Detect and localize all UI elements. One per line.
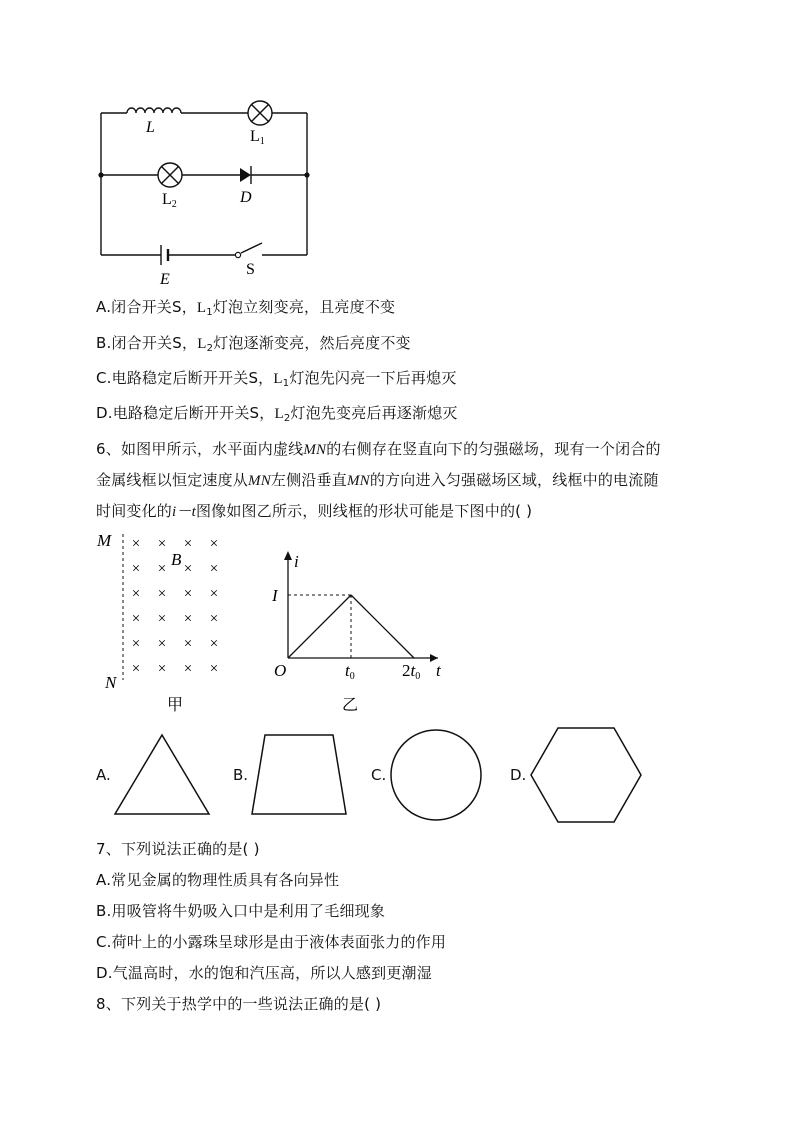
- shape-option-c-circle: [388, 727, 484, 823]
- q5-option-c: C.电路稳定后断开开关S，$L_1$灯泡先闪亮一下后再熄灭: [96, 369, 457, 389]
- inductor-label: L: [146, 119, 155, 136]
- field-cross-mark: ×: [183, 661, 193, 677]
- field-cross-mark: ×: [209, 636, 219, 652]
- q8-stem: 8、下列关于热学中的一些说法正确的是( ): [96, 995, 382, 1013]
- field-cross-mark: ×: [157, 611, 167, 627]
- current-rising-line: [288, 595, 351, 658]
- field-cross-mark: ×: [157, 636, 167, 652]
- current-falling-line: [351, 595, 414, 658]
- q5-option-b: B.闭合开关S，$L_2$灯泡逐渐变亮，然后亮度不变: [96, 334, 411, 354]
- q7-option-c: C.荷叶上的小露珠呈球形是由于液体表面张力的作用: [96, 933, 447, 951]
- shape-option-a-label: A.: [96, 766, 111, 784]
- field-cross-mark: ×: [183, 611, 193, 627]
- field-cross-mark: ×: [209, 661, 219, 677]
- shape-option-b-label: B.: [233, 766, 249, 784]
- tick-2t0-label: 2t0: [402, 661, 421, 682]
- field-cross-mark: ×: [131, 536, 141, 552]
- field-cross-mark: ×: [131, 586, 141, 602]
- q6-stem-line1: 6、如图甲所示，水平面内虚线MN的右侧存在竖直向下的匀强磁场，现有一个闭合的: [96, 440, 661, 458]
- line-N-label: N: [105, 673, 117, 692]
- field-cross-mark: ×: [157, 661, 167, 677]
- field-cross-mark: ×: [209, 611, 219, 627]
- peak-I-label: I: [272, 586, 278, 605]
- field-cross-mark: ×: [183, 561, 193, 577]
- field-B-label: B: [171, 550, 182, 569]
- line-M-label: M: [97, 531, 112, 550]
- field-cross-mark: ×: [157, 561, 167, 577]
- field-cross-mark: ×: [131, 661, 141, 677]
- field-cross-mark: ×: [131, 636, 141, 652]
- q6-stem-line3: 时间变化的i－t图像如图乙所示，则线框的形状可能是下图中的( ): [96, 502, 533, 520]
- tick-t0-label: t0: [345, 661, 355, 682]
- figure-jia-caption: 甲: [167, 697, 184, 714]
- shape-option-d-hexagon: [528, 725, 644, 825]
- q5-option-d: D.电路稳定后断开开关S，$L_2$灯泡先变亮后再逐渐熄灭: [96, 404, 458, 424]
- axis-i-label: i: [294, 552, 299, 571]
- field-cross-mark: ×: [209, 561, 219, 577]
- field-cross-mark: ×: [131, 611, 141, 627]
- shape-option-d-label: D.: [510, 766, 527, 784]
- figure-jia-magnetic-field: [95, 528, 245, 718]
- figure-yi-current-graph: [268, 545, 458, 720]
- battery-label: E: [160, 271, 170, 288]
- field-cross-mark: ×: [209, 536, 219, 552]
- field-cross-mark: ×: [183, 536, 193, 552]
- shape-option-a-triangle: [112, 732, 212, 818]
- q6-stem-line2: 金属线框以恒定速度从MN左侧沿垂直MN的方向进入匀强磁场区域，线框中的电流随: [96, 471, 659, 489]
- q5-option-a: A.闭合开关S，$L_1$灯泡立刻变亮，且亮度不变: [96, 298, 396, 318]
- diode-label: D: [240, 189, 252, 206]
- lamp1-label: L1: [250, 128, 265, 147]
- q7-option-a: A.常见金属的物理性质具有各向异性: [96, 871, 340, 889]
- field-cross-mark: ×: [157, 586, 167, 602]
- figure-yi-caption: 乙: [342, 697, 359, 714]
- q7-option-b: B.用吸管将牛奶吸入口中是利用了毛细现象: [96, 902, 386, 920]
- switch-label: S: [246, 261, 255, 278]
- field-cross-mark: ×: [157, 536, 167, 552]
- field-cross-mark: ×: [131, 561, 141, 577]
- field-cross-mark: ×: [183, 586, 193, 602]
- circuit-diagram: [90, 90, 320, 290]
- shape-option-b-trapezoid: [248, 730, 350, 818]
- q7-stem: 7、下列说法正确的是( ): [96, 840, 260, 858]
- lamp2-label: L2: [162, 191, 177, 210]
- shape-option-c-label: C.: [371, 766, 387, 784]
- axis-t-label: t: [436, 661, 441, 680]
- field-cross-mark: ×: [183, 636, 193, 652]
- origin-O-label: O: [274, 661, 287, 680]
- field-cross-mark: ×: [209, 586, 219, 602]
- q7-option-d: D.气温高时，水的饱和汽压高，所以人感到更潮湿: [96, 964, 432, 982]
